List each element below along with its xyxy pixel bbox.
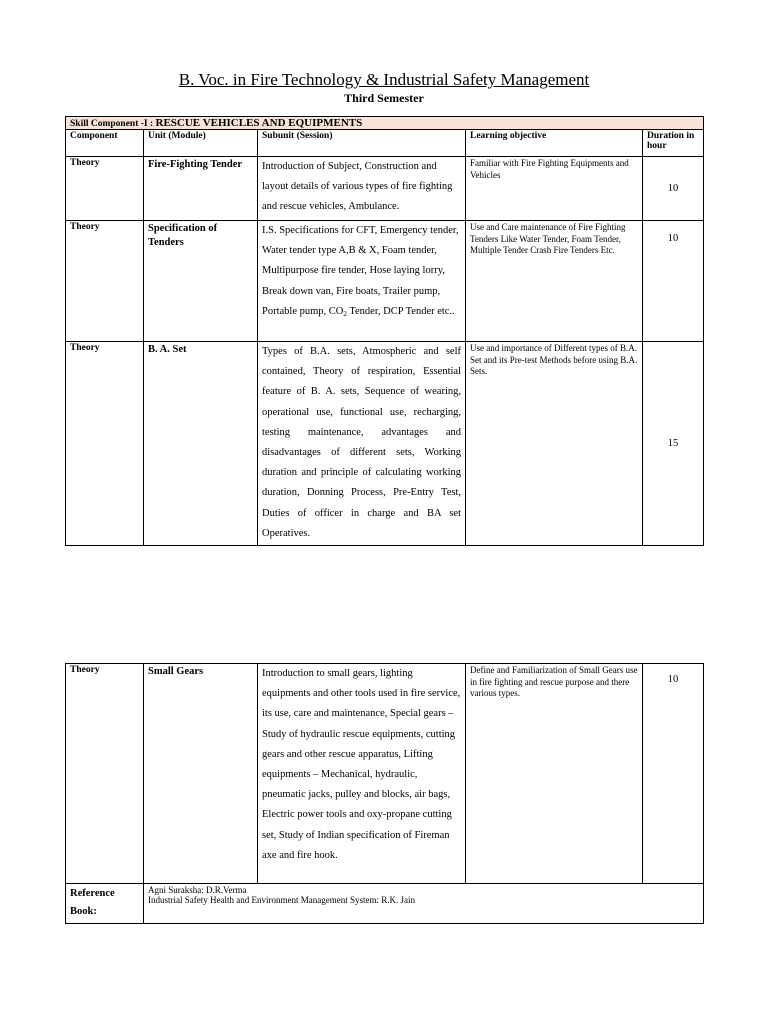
unit-cell: Fire-Fighting Tender — [144, 157, 258, 221]
semester-subtitle: Third Semester — [344, 91, 424, 105]
table-row — [66, 221, 704, 342]
table-row — [66, 342, 704, 546]
subunit-cell: Types of B.A. sets, Atmospheric and self contained, Theory of respiration, Essential feature of B. A. sets, Sequence of wearing, operational use, functional use, recharging, testing maintenance, advantages and disadvantages of different sets, Working duration and principle of calculating working duration, Donning Process, Pre-Entry Test, Duties of officer in charge and BA set Operatives. — [258, 342, 466, 546]
column-header-unit: Unit (Module) — [144, 130, 258, 157]
subunit-text-end: Tender, DCP Tender etc.. — [349, 305, 455, 317]
duration-cell: 10 — [643, 664, 704, 884]
reference-row — [66, 884, 704, 924]
syllabus-table-continued — [65, 663, 704, 924]
component-cell: Theory — [66, 342, 144, 546]
reference-book: Agni Suraksha: D.R.Verma — [148, 885, 247, 895]
skill-component-name: RESCUE VEHICLES AND EQUIPMENTS — [155, 117, 363, 129]
table-row — [66, 664, 704, 884]
table-header-row — [66, 130, 704, 157]
syllabus-table — [65, 116, 704, 546]
skill-component-row — [66, 117, 704, 130]
column-header-component: Component — [66, 130, 144, 157]
duration-cell: 10 — [643, 221, 704, 342]
unit-cell: B. A. Set — [144, 342, 258, 546]
subunit-cell: Introduction of Subject, Construction and layout details of various types of fire fighting and rescue vehicles, Ambulance. — [258, 157, 466, 221]
subunit-cell: Introduction to small gears, lighting equipments and other tools used in fire service, its use, care and maintenance, Special gears – Study of hydraulic rescue equipments, cutting gears and other rescue apparatus, Lifting equipments – Mechanical, hydraulic, pneumatic jacks, pulley and blocks, air bags, Electric power tools and oxy-propane cutting set, Study of Indian specification of Fireman axe and fire hook. — [258, 664, 466, 884]
skill-component-cell — [66, 117, 704, 130]
objective-cell: Use and Care maintenance of Fire Fighting Tenders Like Water Tender, Foam Tender, Multiple Tender Crash Fire Tenders Etc. — [466, 221, 643, 342]
unit-cell: Small Gears — [144, 664, 258, 884]
reference-label: Reference Book: — [66, 884, 144, 924]
duration-cell: 10 — [643, 157, 704, 221]
table-row — [66, 157, 704, 221]
unit-cell: Specification of Tenders — [144, 221, 258, 342]
subunit-cell — [258, 221, 466, 342]
column-header-objective: Learning objective — [466, 130, 643, 157]
component-cell: Theory — [66, 221, 144, 342]
objective-cell: Define and Familiarization of Small Gears use in fire fighting and rescue purpose and there various types. — [466, 664, 643, 884]
subscript-text: 2 — [343, 309, 347, 318]
component-cell: Theory — [66, 157, 144, 221]
skill-component-prefix: Skill Component -I : — [70, 119, 156, 129]
reference-book: Industrial Safety Health and Environment Management System: R.K. Jain — [148, 895, 415, 905]
column-header-duration: Duration in hour — [643, 130, 704, 157]
component-cell: Theory — [66, 664, 144, 884]
duration-cell: 15 — [643, 342, 704, 546]
objective-cell: Familiar with Fire Fighting Equipments and Vehicles — [466, 157, 643, 221]
column-header-subunit: Subunit (Session) — [258, 130, 466, 157]
objective-cell: Use and importance of Different types of B.A. Set and its Pre-test Methods before using B.A. Sets. — [466, 342, 643, 546]
subunit-text: I.S. Specifications for CFT, Emergency tender, Water tender type A,B & X, Foam tender, Multipurpose fire tender, Hose laying lorry, Break down van, Fire boats, Trailer pump, Portable pump, CO — [262, 225, 459, 317]
document-title: B. Voc. in Fire Technology & Industrial Safety Management — [178, 70, 590, 89]
reference-books-cell — [144, 884, 704, 924]
